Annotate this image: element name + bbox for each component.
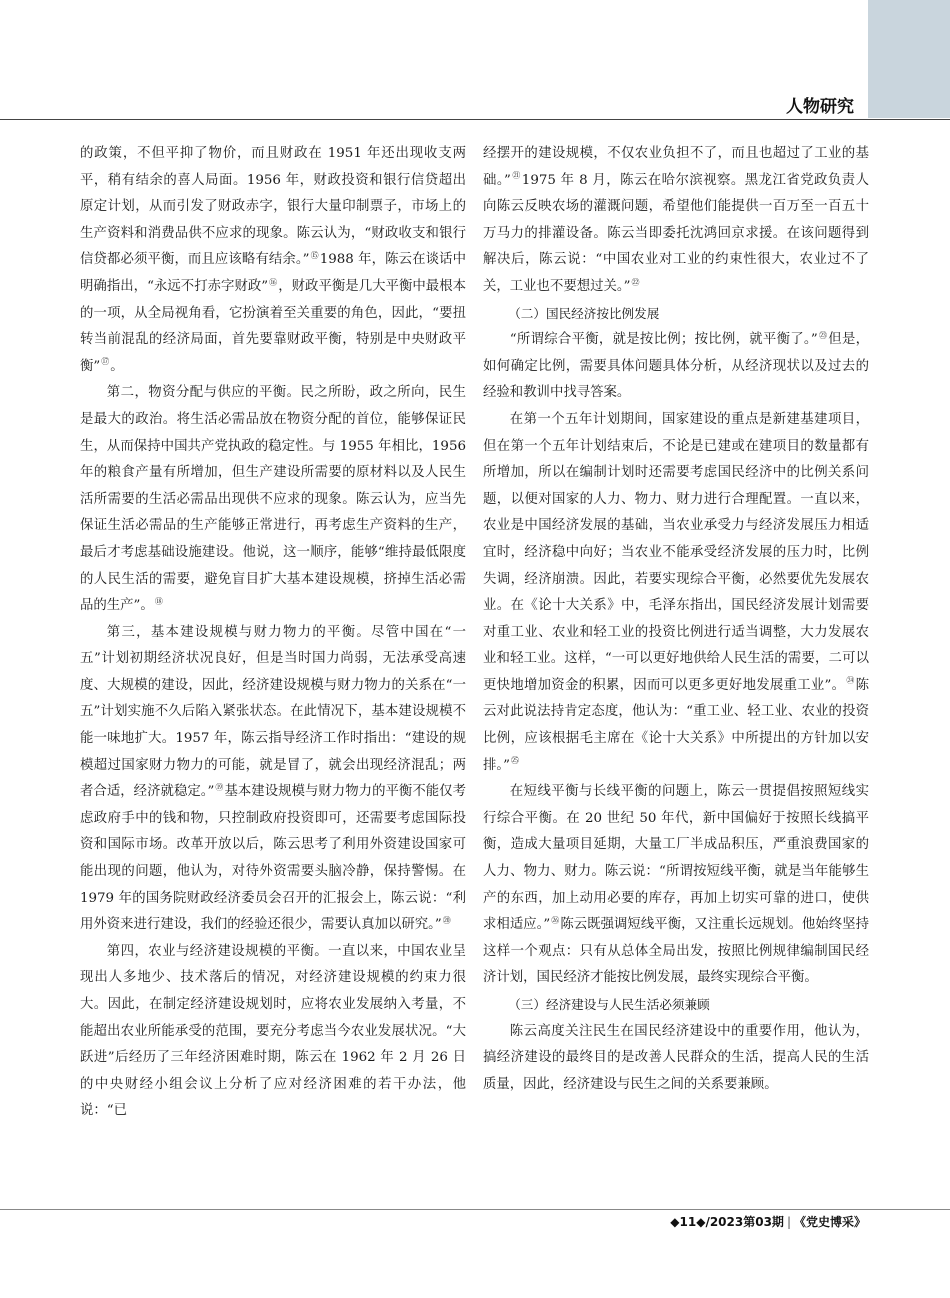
left-text-column xyxy=(80,141,466,1125)
footnote-marker: ⑱ xyxy=(154,596,163,606)
issue-label: /2023第03期 xyxy=(705,1215,784,1229)
text-run: 1988 年，陈云在谈话中明确指出，“永远不打赤字财政” xyxy=(80,252,466,294)
footnote-marker: ⑯ xyxy=(269,277,278,287)
footnote-marker: ㉓ xyxy=(818,330,828,340)
right-text-column xyxy=(483,141,869,1098)
footnote-marker: ㉑ xyxy=(511,171,521,181)
subheading xyxy=(483,301,869,328)
footnote-marker: ⑰ xyxy=(101,357,110,367)
footer-rule xyxy=(0,1209,950,1210)
footer-separator: | xyxy=(786,1215,791,1229)
paragraph xyxy=(80,620,466,939)
text-run: 经摆开的建设规模，不仅农业负担不了，而且也超过了工业的基础。” xyxy=(483,146,869,188)
paragraph xyxy=(80,141,466,380)
corner-color-block xyxy=(868,0,950,118)
footnote-marker: ⑮ xyxy=(310,250,319,260)
section-title: 人物研究 xyxy=(786,97,854,117)
text-run: 陈云对此说法持肯定态度，他认为：“重工业、轻工业、农业的投资比例，应该根据毛主席在《论十大关系》中所提出的方针加以安排。” xyxy=(483,677,870,773)
paragraph xyxy=(483,141,869,301)
text-run: 在第一个五年计划期间，国家建设的重点是新建基建项目，但在第一个五年计划结束后，不论是已建或在建项目的数量都有所增加，所以在编制计划时还需要考虑国民经济中的比例关系问题，以便对国家的人力、物力、财力进行合理配置。一直以来，农业是中国经济发展的基础，当农业承受力与经济发展压力相适宜时，经济稳中向好；当农业不能承受经济发展的压力时，比例失调，经济崩溃。因此，若要实现综合平衡，必然要优先发展农业。在《论十大关系》中，毛泽东指出，国民经济发展计划需要对重工业、农业和轻工业的投资比例进行适当调整，大力发展农业和轻工业。这样，“一可以更好地供给人民生活的需要，二可以更快地增加资金的积累，因而可以更多更好地发展重工业”。 xyxy=(483,411,869,693)
text-run: 但是，如何确定比例，需要具体问题具体分析，从经济现状以及过去的经验和教训中找寻答案。 xyxy=(483,332,870,401)
subheading xyxy=(483,992,869,1019)
header-rule xyxy=(0,119,950,120)
page-number: ◆11◆ xyxy=(670,1215,706,1229)
text-run: （三）经济建设与人民生活必须兼顾 xyxy=(508,997,710,1012)
text-run: “所谓综合平衡，就是按比例；按比例，就平衡了。” xyxy=(509,332,818,348)
text-run: （二）国民经济按比例发展 xyxy=(508,305,660,321)
footnote-marker: ⑲ xyxy=(215,782,224,792)
footnote-marker: ㉕ xyxy=(510,756,519,766)
paragraph xyxy=(483,407,869,779)
footnote-marker: ㉔ xyxy=(846,676,855,686)
text-run: 的政策，不但平抑了物价，而且财政在 1951 年还出现收支两平，稍有结余的喜人局面。1956 年，财政投资和银行信贷超出原定计划，从而引发了财政赤字，银行大量印制票子，市场上的生产资料和消费品供不应求的现象。陈云认为，“财政收支和银行信贷都必须平衡，而且应该略有结余。” xyxy=(80,146,466,268)
text-run: 第四，农业与经济建设规模的平衡。一直以来，中国农业呈现出人多地少、技术落后的情况，对经济建设规模的约束力很大。因此，在制定经济建设规划时，应将农业发展纳入考量，不能超出农业所能承受的范围，要充分考虑当今农业发展状况。“大跃进”后经历了三年经济困难时期，陈云在 1962 年 2 月 26 日的中央财经小组会议上分析了应对经济困难的若干办法，他说：“已 xyxy=(80,943,466,1119)
page-footer xyxy=(670,1213,866,1230)
footnote-marker: ⑳ xyxy=(442,915,451,925)
paragraph xyxy=(483,327,869,407)
paragraph xyxy=(80,380,466,619)
text-run: 陈云既强调短线平衡，又注重长远规划。他始终坚持这样一个观点：只有从总体全局出发，按照比例规律编制国民经济计划，国民经济才能按比例发展，最终实现综合平衡。 xyxy=(483,917,869,986)
paragraph xyxy=(80,939,466,1125)
text-run: 在短线平衡与长线平衡的问题上，陈云一贯提倡按照短线实行综合平衡。在 20 世纪 50 年代，新中国偏好于按照长线搞平衡，造成大量项目延期，大量工厂半成品积压，严重浪费国家的人力、物力、财力。陈云说：“所谓按短线平衡，就是当年能够生产的东西，加上动用必要的库存，再加上切实可靠的进口，使供求相适应。” xyxy=(483,784,869,933)
text-run: 基本建设规模与财力物力的平衡不能仅考虑政府手中的钱和物，只控制政府投资即可，还需要考虑国际投资和国际市场。改革开放以后，陈云思考了利用外资建设国家可能出现的问题，他认为，对待外资需要头脑冷静，保持警惕。在 1979 年的国务院财政经济委员会召开的汇报会上，陈云说：“利用外资来进行建设，我们的经验还很少，需要认真加以研究。” xyxy=(80,784,466,933)
text-run: ，财政平衡是几大平衡中最根本的一项，从全局视角看，它扮演着至关重要的角色，因此，“要扭转当前混乱的经济局面，首先要靠财政平衡，特别是中央财政平衡” xyxy=(80,278,467,374)
text-run: 陈云高度关注民生在国民经济建设中的重要作用，他认为，搞经济建设的最终目的是改善人民群众的生活，提高人民的生活质量，因此，经济建设与民生之间的关系要兼顾。 xyxy=(483,1023,869,1092)
paragraph xyxy=(483,1019,869,1099)
footnote-marker: ㉖ xyxy=(551,915,560,925)
journal-name: 《党史博采》 xyxy=(793,1215,866,1229)
paragraph xyxy=(483,779,869,992)
text-run: 。 xyxy=(110,358,124,374)
text-run: 1975 年 8 月，陈云在哈尔滨视察。黑龙江省党政负责人向陈云反映农场的灌溉问题，希望他们能提供一百万至一百五十万马力的排灌设备。陈云当即委托沈鸿回京求援。在该问题得到解决后，陈云说：“中国农业对工业的约束性很大，农业过不了关，工业也不要想过关。” xyxy=(483,172,870,294)
text-run: 第二，物资分配与供应的平衡。民之所盼，政之所向，民生是最大的政治。将生活必需品放在物资分配的首位，能够保证民生，从而保持中国共产党执政的稳定性。与 1955 年相比，1956 年的粮食产量有所增加，但生产建设所需要的原材料以及人民生活所需要的生活必需品出现供不应求的现象。陈云认为，应当先保证生活必需品的生产能够正常进行，再考虑生产资料的生产，最后才考虑基础设施建设。他说，这一顺序，能够“维持最低限度的人民生活的需要，避免盲目扩大基本建设规模，挤掉生活必需品的生产”。 xyxy=(80,385,466,614)
footnote-marker: ㉒ xyxy=(631,277,640,287)
text-run: 第三，基本建设规模与财力物力的平衡。尽管中国在“一五”计划初期经济状况良好，但是当时国力尚弱，无法承受高速度、大规模的建设，因此，经济建设规模与财力物力的关系在“一五”计划实施不久后陷入紧张状态。在此情况下，基本建设规模不能一味地扩大。1957 年，陈云指导经济工作时指出：“建设的规模超过国家财力物力的可能，就是冒了，就会出现经济混乱；两者合适，经济就稳定。” xyxy=(80,624,466,800)
